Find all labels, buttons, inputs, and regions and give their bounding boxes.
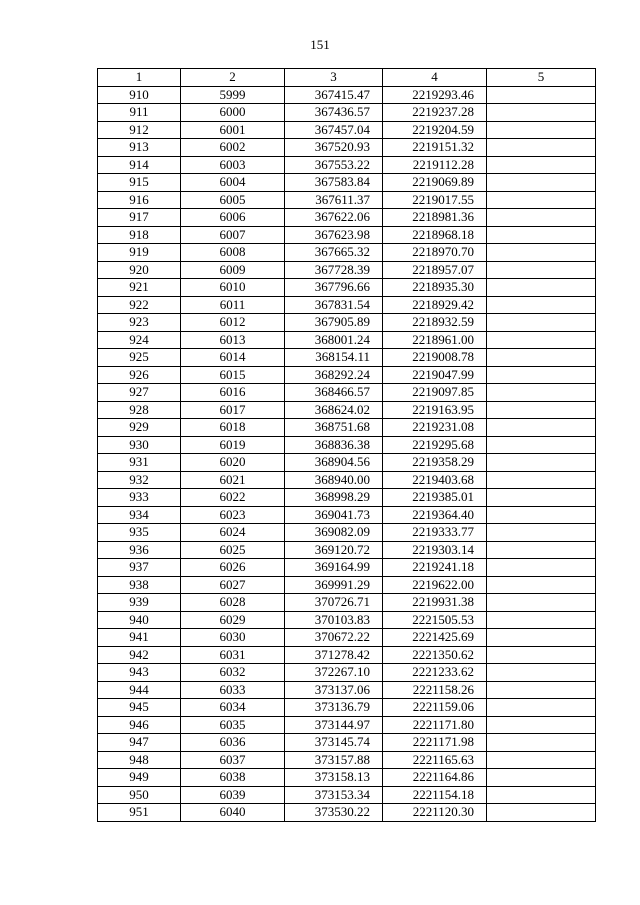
notes-cell bbox=[487, 664, 596, 682]
notes-cell bbox=[487, 331, 596, 349]
notes-cell bbox=[487, 366, 596, 384]
coordinates-table bbox=[97, 68, 596, 822]
vertex-id-cell: 6007 bbox=[181, 226, 285, 244]
table-row bbox=[98, 734, 596, 752]
y-coordinate-cell: 2219622.00 bbox=[383, 576, 487, 594]
x-coordinate-cell: 367553.22 bbox=[285, 156, 383, 174]
point-number-cell: 937 bbox=[98, 559, 181, 577]
table-row bbox=[98, 524, 596, 542]
vertex-id-cell: 6004 bbox=[181, 174, 285, 192]
x-coordinate-cell: 367831.54 bbox=[285, 296, 383, 314]
point-number-cell: 949 bbox=[98, 769, 181, 787]
x-coordinate-cell: 373157.88 bbox=[285, 751, 383, 769]
point-number-cell: 929 bbox=[98, 419, 181, 437]
x-coordinate-cell: 368940.00 bbox=[285, 471, 383, 489]
notes-cell bbox=[487, 104, 596, 122]
table-row bbox=[98, 279, 596, 297]
column-header-4: 4 bbox=[383, 69, 487, 87]
point-number-cell: 930 bbox=[98, 436, 181, 454]
notes-cell bbox=[487, 436, 596, 454]
x-coordinate-cell: 367905.89 bbox=[285, 314, 383, 332]
point-number-cell: 935 bbox=[98, 524, 181, 542]
vertex-id-cell: 6039 bbox=[181, 786, 285, 804]
table-row bbox=[98, 174, 596, 192]
point-number-cell: 926 bbox=[98, 366, 181, 384]
y-coordinate-cell: 2221233.62 bbox=[383, 664, 487, 682]
y-coordinate-cell: 2219047.99 bbox=[383, 366, 487, 384]
notes-cell bbox=[487, 279, 596, 297]
notes-cell bbox=[487, 244, 596, 262]
point-number-cell: 940 bbox=[98, 611, 181, 629]
notes-cell bbox=[487, 471, 596, 489]
notes-cell bbox=[487, 611, 596, 629]
point-number-cell: 939 bbox=[98, 594, 181, 612]
x-coordinate-cell: 367622.06 bbox=[285, 209, 383, 227]
x-coordinate-cell: 368292.24 bbox=[285, 366, 383, 384]
notes-cell bbox=[487, 594, 596, 612]
vertex-id-cell: 6014 bbox=[181, 349, 285, 367]
notes-cell bbox=[487, 261, 596, 279]
point-number-cell: 922 bbox=[98, 296, 181, 314]
table-row bbox=[98, 384, 596, 402]
column-header-5: 5 bbox=[487, 69, 596, 87]
y-coordinate-cell: 2219403.68 bbox=[383, 471, 487, 489]
point-number-cell: 943 bbox=[98, 664, 181, 682]
vertex-id-cell: 6040 bbox=[181, 804, 285, 822]
point-number-cell: 925 bbox=[98, 349, 181, 367]
x-coordinate-cell: 368904.56 bbox=[285, 454, 383, 472]
table-row bbox=[98, 489, 596, 507]
x-coordinate-cell: 370103.83 bbox=[285, 611, 383, 629]
vertex-id-cell: 6022 bbox=[181, 489, 285, 507]
vertex-id-cell: 6013 bbox=[181, 331, 285, 349]
x-coordinate-cell: 367796.66 bbox=[285, 279, 383, 297]
table-row bbox=[98, 454, 596, 472]
point-number-cell: 927 bbox=[98, 384, 181, 402]
point-number-cell: 924 bbox=[98, 331, 181, 349]
x-coordinate-cell: 373153.34 bbox=[285, 786, 383, 804]
table-row bbox=[98, 349, 596, 367]
point-number-cell: 951 bbox=[98, 804, 181, 822]
y-coordinate-cell: 2219151.32 bbox=[383, 139, 487, 157]
vertex-id-cell: 6012 bbox=[181, 314, 285, 332]
y-coordinate-cell: 2221159.06 bbox=[383, 699, 487, 717]
x-coordinate-cell: 373137.06 bbox=[285, 681, 383, 699]
y-coordinate-cell: 2219237.28 bbox=[383, 104, 487, 122]
notes-cell bbox=[487, 384, 596, 402]
y-coordinate-cell: 2218957.07 bbox=[383, 261, 487, 279]
point-number-cell: 913 bbox=[98, 139, 181, 157]
notes-cell bbox=[487, 209, 596, 227]
x-coordinate-cell: 368836.38 bbox=[285, 436, 383, 454]
table-row bbox=[98, 191, 596, 209]
x-coordinate-cell: 367623.98 bbox=[285, 226, 383, 244]
table-row bbox=[98, 314, 596, 332]
vertex-id-cell: 6017 bbox=[181, 401, 285, 419]
vertex-id-cell: 6038 bbox=[181, 769, 285, 787]
y-coordinate-cell: 2219358.29 bbox=[383, 454, 487, 472]
table-row bbox=[98, 366, 596, 384]
point-number-cell: 941 bbox=[98, 629, 181, 647]
vertex-id-cell: 6026 bbox=[181, 559, 285, 577]
column-header-3: 3 bbox=[285, 69, 383, 87]
y-coordinate-cell: 2218935.30 bbox=[383, 279, 487, 297]
y-coordinate-cell: 2221164.86 bbox=[383, 769, 487, 787]
notes-cell bbox=[487, 734, 596, 752]
notes-cell bbox=[487, 174, 596, 192]
x-coordinate-cell: 367665.32 bbox=[285, 244, 383, 262]
notes-cell bbox=[487, 681, 596, 699]
table-row bbox=[98, 629, 596, 647]
vertex-id-cell: 6001 bbox=[181, 121, 285, 139]
point-number-cell: 938 bbox=[98, 576, 181, 594]
y-coordinate-cell: 2221158.26 bbox=[383, 681, 487, 699]
point-number-cell: 917 bbox=[98, 209, 181, 227]
y-coordinate-cell: 2219231.08 bbox=[383, 419, 487, 437]
notes-cell bbox=[487, 629, 596, 647]
vertex-id-cell: 6037 bbox=[181, 751, 285, 769]
page-number: 151 bbox=[310, 37, 330, 52]
y-coordinate-cell: 2218961.00 bbox=[383, 331, 487, 349]
point-number-cell: 914 bbox=[98, 156, 181, 174]
y-coordinate-cell: 2219385.01 bbox=[383, 489, 487, 507]
table-row bbox=[98, 139, 596, 157]
point-number-cell: 950 bbox=[98, 786, 181, 804]
x-coordinate-cell: 369991.29 bbox=[285, 576, 383, 594]
point-number-cell: 945 bbox=[98, 699, 181, 717]
table-row bbox=[98, 681, 596, 699]
y-coordinate-cell: 2219303.14 bbox=[383, 541, 487, 559]
y-coordinate-cell: 2219008.78 bbox=[383, 349, 487, 367]
notes-cell bbox=[487, 156, 596, 174]
point-number-cell: 946 bbox=[98, 716, 181, 734]
vertex-id-cell: 6000 bbox=[181, 104, 285, 122]
notes-cell bbox=[487, 191, 596, 209]
table-row bbox=[98, 419, 596, 437]
point-number-cell: 919 bbox=[98, 244, 181, 262]
table-row bbox=[98, 296, 596, 314]
table-row bbox=[98, 664, 596, 682]
x-coordinate-cell: 369041.73 bbox=[285, 506, 383, 524]
table-body bbox=[98, 86, 596, 821]
notes-cell bbox=[487, 699, 596, 717]
x-coordinate-cell: 372267.10 bbox=[285, 664, 383, 682]
table-row bbox=[98, 611, 596, 629]
x-coordinate-cell: 373136.79 bbox=[285, 699, 383, 717]
y-coordinate-cell: 2219097.85 bbox=[383, 384, 487, 402]
y-coordinate-cell: 2218981.36 bbox=[383, 209, 487, 227]
notes-cell bbox=[487, 121, 596, 139]
y-coordinate-cell: 2221350.62 bbox=[383, 646, 487, 664]
table-row bbox=[98, 541, 596, 559]
x-coordinate-cell: 370672.22 bbox=[285, 629, 383, 647]
vertex-id-cell: 6036 bbox=[181, 734, 285, 752]
x-coordinate-cell: 368751.68 bbox=[285, 419, 383, 437]
vertex-id-cell: 5999 bbox=[181, 86, 285, 104]
point-number-cell: 910 bbox=[98, 86, 181, 104]
notes-cell bbox=[487, 401, 596, 419]
vertex-id-cell: 6002 bbox=[181, 139, 285, 157]
point-number-cell: 915 bbox=[98, 174, 181, 192]
point-number-cell: 947 bbox=[98, 734, 181, 752]
y-coordinate-cell: 2218970.70 bbox=[383, 244, 487, 262]
notes-cell bbox=[487, 349, 596, 367]
x-coordinate-cell: 373530.22 bbox=[285, 804, 383, 822]
y-coordinate-cell: 2219293.46 bbox=[383, 86, 487, 104]
y-coordinate-cell: 2219163.95 bbox=[383, 401, 487, 419]
point-number-cell: 948 bbox=[98, 751, 181, 769]
x-coordinate-cell: 368624.02 bbox=[285, 401, 383, 419]
table-row bbox=[98, 401, 596, 419]
x-coordinate-cell: 370726.71 bbox=[285, 594, 383, 612]
vertex-id-cell: 6005 bbox=[181, 191, 285, 209]
vertex-id-cell: 6035 bbox=[181, 716, 285, 734]
point-number-cell: 934 bbox=[98, 506, 181, 524]
y-coordinate-cell: 2219364.40 bbox=[383, 506, 487, 524]
point-number-cell: 931 bbox=[98, 454, 181, 472]
y-coordinate-cell: 2221120.30 bbox=[383, 804, 487, 822]
point-number-cell: 928 bbox=[98, 401, 181, 419]
vertex-id-cell: 6008 bbox=[181, 244, 285, 262]
notes-cell bbox=[487, 296, 596, 314]
table-row bbox=[98, 576, 596, 594]
vertex-id-cell: 6025 bbox=[181, 541, 285, 559]
notes-cell bbox=[487, 454, 596, 472]
notes-cell bbox=[487, 226, 596, 244]
notes-cell bbox=[487, 314, 596, 332]
notes-cell bbox=[487, 139, 596, 157]
vertex-id-cell: 6003 bbox=[181, 156, 285, 174]
table-row bbox=[98, 121, 596, 139]
column-header-1: 1 bbox=[98, 69, 181, 87]
vertex-id-cell: 6010 bbox=[181, 279, 285, 297]
point-number-cell: 912 bbox=[98, 121, 181, 139]
vertex-id-cell: 6011 bbox=[181, 296, 285, 314]
notes-cell bbox=[487, 769, 596, 787]
vertex-id-cell: 6032 bbox=[181, 664, 285, 682]
vertex-id-cell: 6031 bbox=[181, 646, 285, 664]
y-coordinate-cell: 2218932.59 bbox=[383, 314, 487, 332]
column-header-2: 2 bbox=[181, 69, 285, 87]
notes-cell bbox=[487, 751, 596, 769]
x-coordinate-cell: 369082.09 bbox=[285, 524, 383, 542]
notes-cell bbox=[487, 86, 596, 104]
table-row bbox=[98, 156, 596, 174]
table-row bbox=[98, 786, 596, 804]
table-row bbox=[98, 244, 596, 262]
vertex-id-cell: 6023 bbox=[181, 506, 285, 524]
y-coordinate-cell: 2219333.77 bbox=[383, 524, 487, 542]
x-coordinate-cell: 369120.72 bbox=[285, 541, 383, 559]
vertex-id-cell: 6015 bbox=[181, 366, 285, 384]
vertex-id-cell: 6030 bbox=[181, 629, 285, 647]
table-row bbox=[98, 226, 596, 244]
vertex-id-cell: 6029 bbox=[181, 611, 285, 629]
vertex-id-cell: 6016 bbox=[181, 384, 285, 402]
y-coordinate-cell: 2218929.42 bbox=[383, 296, 487, 314]
y-coordinate-cell: 2218968.18 bbox=[383, 226, 487, 244]
vertex-id-cell: 6019 bbox=[181, 436, 285, 454]
y-coordinate-cell: 2219931.38 bbox=[383, 594, 487, 612]
vertex-id-cell: 6020 bbox=[181, 454, 285, 472]
x-coordinate-cell: 373145.74 bbox=[285, 734, 383, 752]
table-row bbox=[98, 751, 596, 769]
x-coordinate-cell: 367728.39 bbox=[285, 261, 383, 279]
notes-cell bbox=[487, 559, 596, 577]
x-coordinate-cell: 373158.13 bbox=[285, 769, 383, 787]
notes-cell bbox=[487, 419, 596, 437]
table-row bbox=[98, 646, 596, 664]
vertex-id-cell: 6009 bbox=[181, 261, 285, 279]
point-number-cell: 911 bbox=[98, 104, 181, 122]
notes-cell bbox=[487, 524, 596, 542]
vertex-id-cell: 6027 bbox=[181, 576, 285, 594]
point-number-cell: 916 bbox=[98, 191, 181, 209]
notes-cell bbox=[487, 804, 596, 822]
point-number-cell: 936 bbox=[98, 541, 181, 559]
table-row bbox=[98, 86, 596, 104]
point-number-cell: 944 bbox=[98, 681, 181, 699]
point-number-cell: 921 bbox=[98, 279, 181, 297]
y-coordinate-cell: 2219241.18 bbox=[383, 559, 487, 577]
point-number-cell: 923 bbox=[98, 314, 181, 332]
table-row bbox=[98, 104, 596, 122]
table-row bbox=[98, 209, 596, 227]
vertex-id-cell: 6006 bbox=[181, 209, 285, 227]
x-coordinate-cell: 368154.11 bbox=[285, 349, 383, 367]
x-coordinate-cell: 367611.37 bbox=[285, 191, 383, 209]
notes-cell bbox=[487, 489, 596, 507]
y-coordinate-cell: 2219112.28 bbox=[383, 156, 487, 174]
x-coordinate-cell: 369164.99 bbox=[285, 559, 383, 577]
table-row bbox=[98, 506, 596, 524]
x-coordinate-cell: 367583.84 bbox=[285, 174, 383, 192]
x-coordinate-cell: 367457.04 bbox=[285, 121, 383, 139]
notes-cell bbox=[487, 786, 596, 804]
table-row bbox=[98, 331, 596, 349]
notes-cell bbox=[487, 716, 596, 734]
y-coordinate-cell: 2219295.68 bbox=[383, 436, 487, 454]
x-coordinate-cell: 367520.93 bbox=[285, 139, 383, 157]
y-coordinate-cell: 2221171.98 bbox=[383, 734, 487, 752]
y-coordinate-cell: 2219204.59 bbox=[383, 121, 487, 139]
notes-cell bbox=[487, 646, 596, 664]
x-coordinate-cell: 368998.29 bbox=[285, 489, 383, 507]
table-row bbox=[98, 716, 596, 734]
x-coordinate-cell: 371278.42 bbox=[285, 646, 383, 664]
table-header-row bbox=[98, 69, 596, 87]
y-coordinate-cell: 2221425.69 bbox=[383, 629, 487, 647]
table-row bbox=[98, 769, 596, 787]
vertex-id-cell: 6018 bbox=[181, 419, 285, 437]
vertex-id-cell: 6028 bbox=[181, 594, 285, 612]
table-row bbox=[98, 804, 596, 822]
point-number-cell: 918 bbox=[98, 226, 181, 244]
point-number-cell: 920 bbox=[98, 261, 181, 279]
notes-cell bbox=[487, 576, 596, 594]
table-row bbox=[98, 594, 596, 612]
table-row bbox=[98, 699, 596, 717]
table-row bbox=[98, 261, 596, 279]
y-coordinate-cell: 2221171.80 bbox=[383, 716, 487, 734]
point-number-cell: 932 bbox=[98, 471, 181, 489]
notes-cell bbox=[487, 506, 596, 524]
x-coordinate-cell: 367415.47 bbox=[285, 86, 383, 104]
vertex-id-cell: 6024 bbox=[181, 524, 285, 542]
x-coordinate-cell: 373144.97 bbox=[285, 716, 383, 734]
y-coordinate-cell: 2221505.53 bbox=[383, 611, 487, 629]
point-number-cell: 942 bbox=[98, 646, 181, 664]
y-coordinate-cell: 2221165.63 bbox=[383, 751, 487, 769]
vertex-id-cell: 6033 bbox=[181, 681, 285, 699]
table-row bbox=[98, 471, 596, 489]
y-coordinate-cell: 2221154.18 bbox=[383, 786, 487, 804]
x-coordinate-cell: 368466.57 bbox=[285, 384, 383, 402]
notes-cell bbox=[487, 541, 596, 559]
y-coordinate-cell: 2219017.55 bbox=[383, 191, 487, 209]
x-coordinate-cell: 368001.24 bbox=[285, 331, 383, 349]
y-coordinate-cell: 2219069.89 bbox=[383, 174, 487, 192]
vertex-id-cell: 6034 bbox=[181, 699, 285, 717]
table-row bbox=[98, 436, 596, 454]
table-row bbox=[98, 559, 596, 577]
point-number-cell: 933 bbox=[98, 489, 181, 507]
vertex-id-cell: 6021 bbox=[181, 471, 285, 489]
x-coordinate-cell: 367436.57 bbox=[285, 104, 383, 122]
